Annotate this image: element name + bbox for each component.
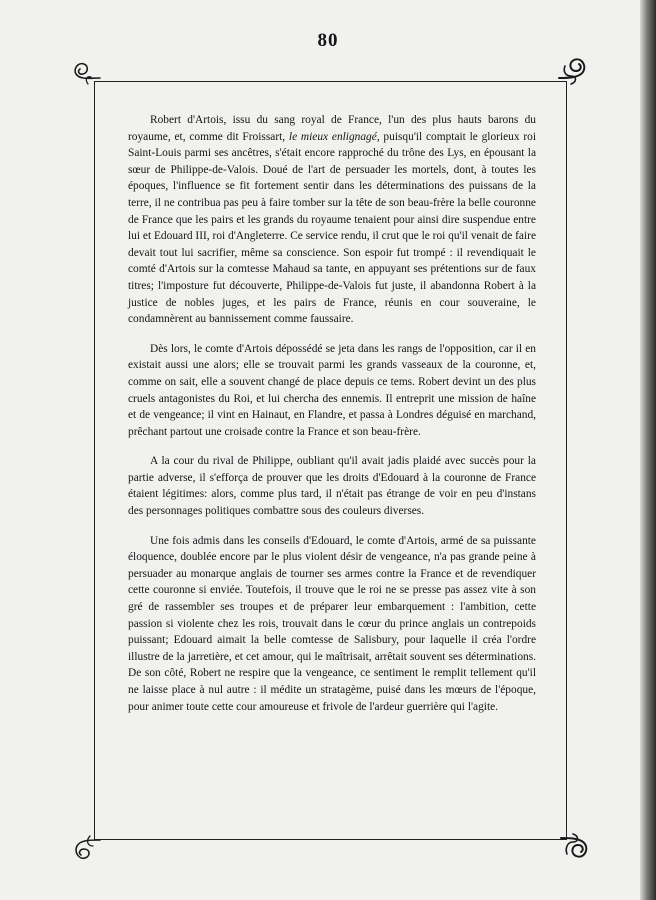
paragraph-1-text-a: Robert d'Artois, issu du sang royal de France, l'un des plus hauts barons du royaume, et, comme dit Froissart, bbox=[128, 114, 536, 143]
paragraph-1-text-b: , puisqu'il comptait le glorieux roi Saint-Louis parmi ses ancêtres, s'était encore rapproché du trône des Lys, en épousant la sœur de Philippe-de-Valois. Doué de l'art de persuader les mortels, dont, à toutes les époques, l'influence se fit fortement sentir dans les déterminations des puissans de la terre, il ne contribua pas peu à faire tomber sur la tête de son beau-frère la belle couronne de France que les pairs et les grands du royaume tenaient pour ainsi dire suspendue entre lui et Edouard III, roi d'Angleterre. Ce service rendu, il crut que le roi qu'il venait de faire devait tout lui sacrifier, même sa conscience. Son espoir fut trompé : il revendiquait le comté d'Artois sur la comtesse Mahaud sa tante, en appuyant ses prétentions sur de faux titres; l'imposture fut découverte, Philippe-de-Valois fut juste, il abandonna Robert à la justice de nobles juges, et les pairs de France, réunis en cour souveraine, le condamnèrent au bannissement comme faussaire. bbox=[128, 130, 536, 326]
body-text bbox=[128, 112, 536, 728]
corner-flourish-bottom-left-icon bbox=[68, 828, 108, 868]
paragraph-2: Dès lors, le comte d'Artois dépossédé se jeta dans les rangs de l'opposition, car il en existait aussi une alors; elle se trouvait parmi les grands vasseaux de la couronne, et, comme on sait, elle a souvent changé de place depuis ce tems. Robert devint un des plus cruels antagonistes du Roi, et lui chercha des ennemis. Il entreprit une mission de haîne et de vengeance; il vint en Hainaut, en Flandre, et passa à Londres déguisé en marchand, prêchant partout une croisade contre la France et son beau-frère. bbox=[128, 342, 536, 438]
corner-flourish-top-right-icon bbox=[553, 52, 593, 92]
paragraph-1-italic: le mieux enlignagé bbox=[288, 130, 377, 143]
page-number: 80 bbox=[317, 30, 339, 51]
page-edge-shadow bbox=[640, 0, 656, 900]
paragraph-4: Une fois admis dans les conseils d'Edouard, le comte d'Artois, armé de sa puissante éloquence, doublée encore par le plus violent désir de vengeance, n'a pas grande peine à persuader au monarque anglais de tourner ses armes contre la France et de revendiquer cette couronne si enviée. Toutefois, il trouve que le roi ne se presse pas assez vite à son gré de rassembler ses troupes et de préparer leur embarquement : l'ambition, cette passion si violente chez les rois, trouvait dans le cœur du prince anglais un contrepoids puissant; Edouard aimait la belle comtesse de Salisbury, pour laquelle il créa l'ordre illustre de la jarretière, et cet amour, qui le maîtrisait, arrêtait souvent ses déterminations. De son côté, Robert ne respire que la vengeance, ce sentiment le remplit tellement qu'il ne laisse place à nul autre : il médite un stratagème, puisé dans les mœurs de l'époque, pour animer toute cette cour amoureuse et frivole de l'ardeur guerrière qui l'agite. bbox=[128, 534, 536, 713]
paragraph-1 bbox=[128, 112, 536, 328]
corner-flourish-top-left-icon bbox=[68, 56, 108, 96]
paragraph-3: A la cour du rival de Philippe, oubliant qu'il avait jadis plaidé avec succès pour la partie adverse, il s'efforça de prouver que les droits d'Edouard à la couronne de France étaient légitimes: alors, comme plus tard, il n'était pas étrange de voir en peu d'instans des personnages politiques combattre sous des couleurs diverses. bbox=[128, 455, 536, 518]
corner-flourish-bottom-right-icon bbox=[555, 826, 595, 866]
